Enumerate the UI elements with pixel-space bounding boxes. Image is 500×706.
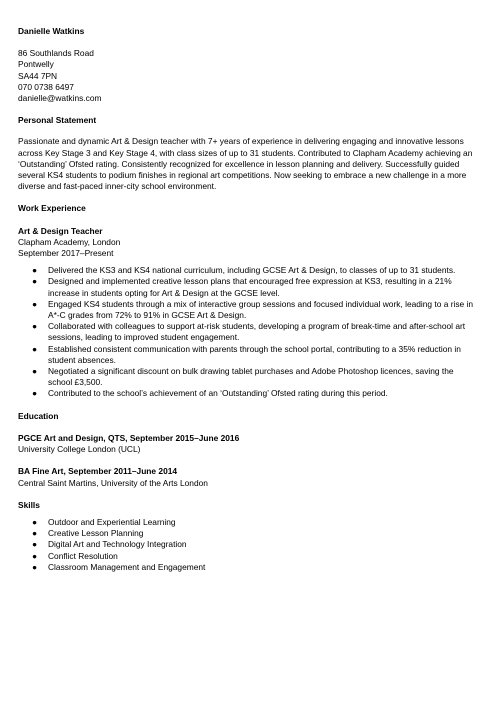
email-address: danielle@watkins.com	[18, 93, 102, 104]
list-item	[18, 551, 478, 562]
skill-text: Outdoor and Experiential Learning	[48, 516, 176, 527]
bullet-text: Negotiated a significant discount on bulk drawing tablet purchases and Adobe Photoshop licences, saving the school £3,500.	[48, 366, 454, 388]
education-heading: Education	[18, 410, 59, 421]
bullet-icon: ●	[32, 343, 38, 354]
list-item	[18, 539, 478, 550]
education-title: PGCE Art and Design, QTS, September 2015–June 2016	[18, 432, 240, 443]
skill-text: Classroom Management and Engagement	[48, 561, 206, 572]
list-item	[18, 299, 478, 321]
bullet-text: Collaborated with colleagues to support at-risk students, developing a program of break-time and after-school art sessions, leading to improved student engagement.	[48, 321, 466, 343]
contact-block	[18, 48, 478, 104]
bullet-icon: ●	[32, 276, 38, 287]
education-item	[18, 466, 478, 488]
address-line-2: Pontwelly	[18, 59, 54, 70]
job-title: Art & Design Teacher	[18, 225, 103, 236]
list-item	[18, 344, 478, 366]
skill-text: Creative Lesson Planning	[48, 528, 144, 539]
job-dates: September 2017–Present	[18, 248, 114, 259]
skills-list	[18, 517, 478, 573]
skill-text: Digital Art and Technology Integration	[48, 539, 187, 550]
skill-text: Conflict Resolution	[48, 550, 118, 561]
bullet-text: Delivered the KS3 and KS4 national curriculum, including GCSE Art & Design, to classes of up to 31 students.	[48, 265, 456, 276]
address-line-1: 86 Southlands Road	[18, 48, 94, 59]
postcode: SA44 7PN	[18, 70, 58, 81]
candidate-name: Danielle Watkins	[18, 26, 85, 36]
bullet-text: Contributed to the school’s achievement of an ‘Outstanding’ Ofsted rating during this period.	[48, 388, 388, 399]
phone-number: 070 0738 6497	[18, 81, 74, 92]
personal-statement-text: Passionate and dynamic Art & Design teacher with 7+ years of experience in delivering engaging and innovative lessons across Key Stage 3 and Key Stage 4, with class sizes of up to 31 students. Contributed to Clapham Academy achieving an ‘Outstanding’ Ofsted rating. Consistently recognized for excellence in lesson planning and delivery. Successfully guided several KS4 students to podium finishes in regional art competitions. Now seeking to embrace a new challenge in a more diverse and fast-paced inner-city school environment.	[18, 136, 473, 192]
education-item	[18, 433, 478, 455]
bullet-text: Engaged KS4 students through a mix of interactive group sessions and focused individual work, leading to a rise in A*-C grades from 72% to 91% in GCSE Art & Design.	[48, 298, 474, 321]
list-item	[18, 517, 478, 528]
bullet-text: Designed and implemented creative lesson plans that encouraged free expression at KS3, resulting in a 21% increase in students opting for Art & Design at the GCSE level.	[48, 276, 452, 298]
resume-page	[18, 26, 478, 573]
bullet-icon: ●	[32, 550, 38, 561]
work-experience-heading: Work Experience	[18, 203, 86, 214]
bullet-icon: ●	[32, 528, 38, 539]
education-institution: Central Saint Martins, University of the Arts London	[18, 477, 208, 488]
skills-heading: Skills	[18, 499, 40, 510]
list-item	[18, 265, 478, 276]
list-item	[18, 321, 478, 343]
bullet-icon: ●	[32, 388, 38, 399]
bullet-icon: ●	[32, 516, 38, 527]
bullet-icon: ●	[32, 265, 38, 276]
job-bullet-list	[18, 265, 478, 399]
bullet-icon: ●	[32, 321, 38, 332]
education-institution: University College London (UCL)	[18, 444, 141, 455]
bullet-text: Established consistent communication with parents through the school portal, contributing to a 35% reduction in student absences.	[48, 343, 461, 365]
bullet-icon: ●	[32, 539, 38, 550]
education-title: BA Fine Art, September 2011–June 2014	[18, 466, 178, 477]
list-item	[18, 528, 478, 539]
personal-statement-heading: Personal Statement	[18, 115, 97, 126]
bullet-icon: ●	[32, 561, 38, 572]
bullet-icon: ●	[32, 366, 38, 377]
list-item	[18, 388, 478, 399]
list-item	[18, 366, 478, 388]
job-employer: Clapham Academy, London	[18, 236, 121, 247]
bullet-icon: ●	[32, 298, 38, 309]
list-item	[18, 562, 478, 573]
list-item	[18, 276, 478, 298]
